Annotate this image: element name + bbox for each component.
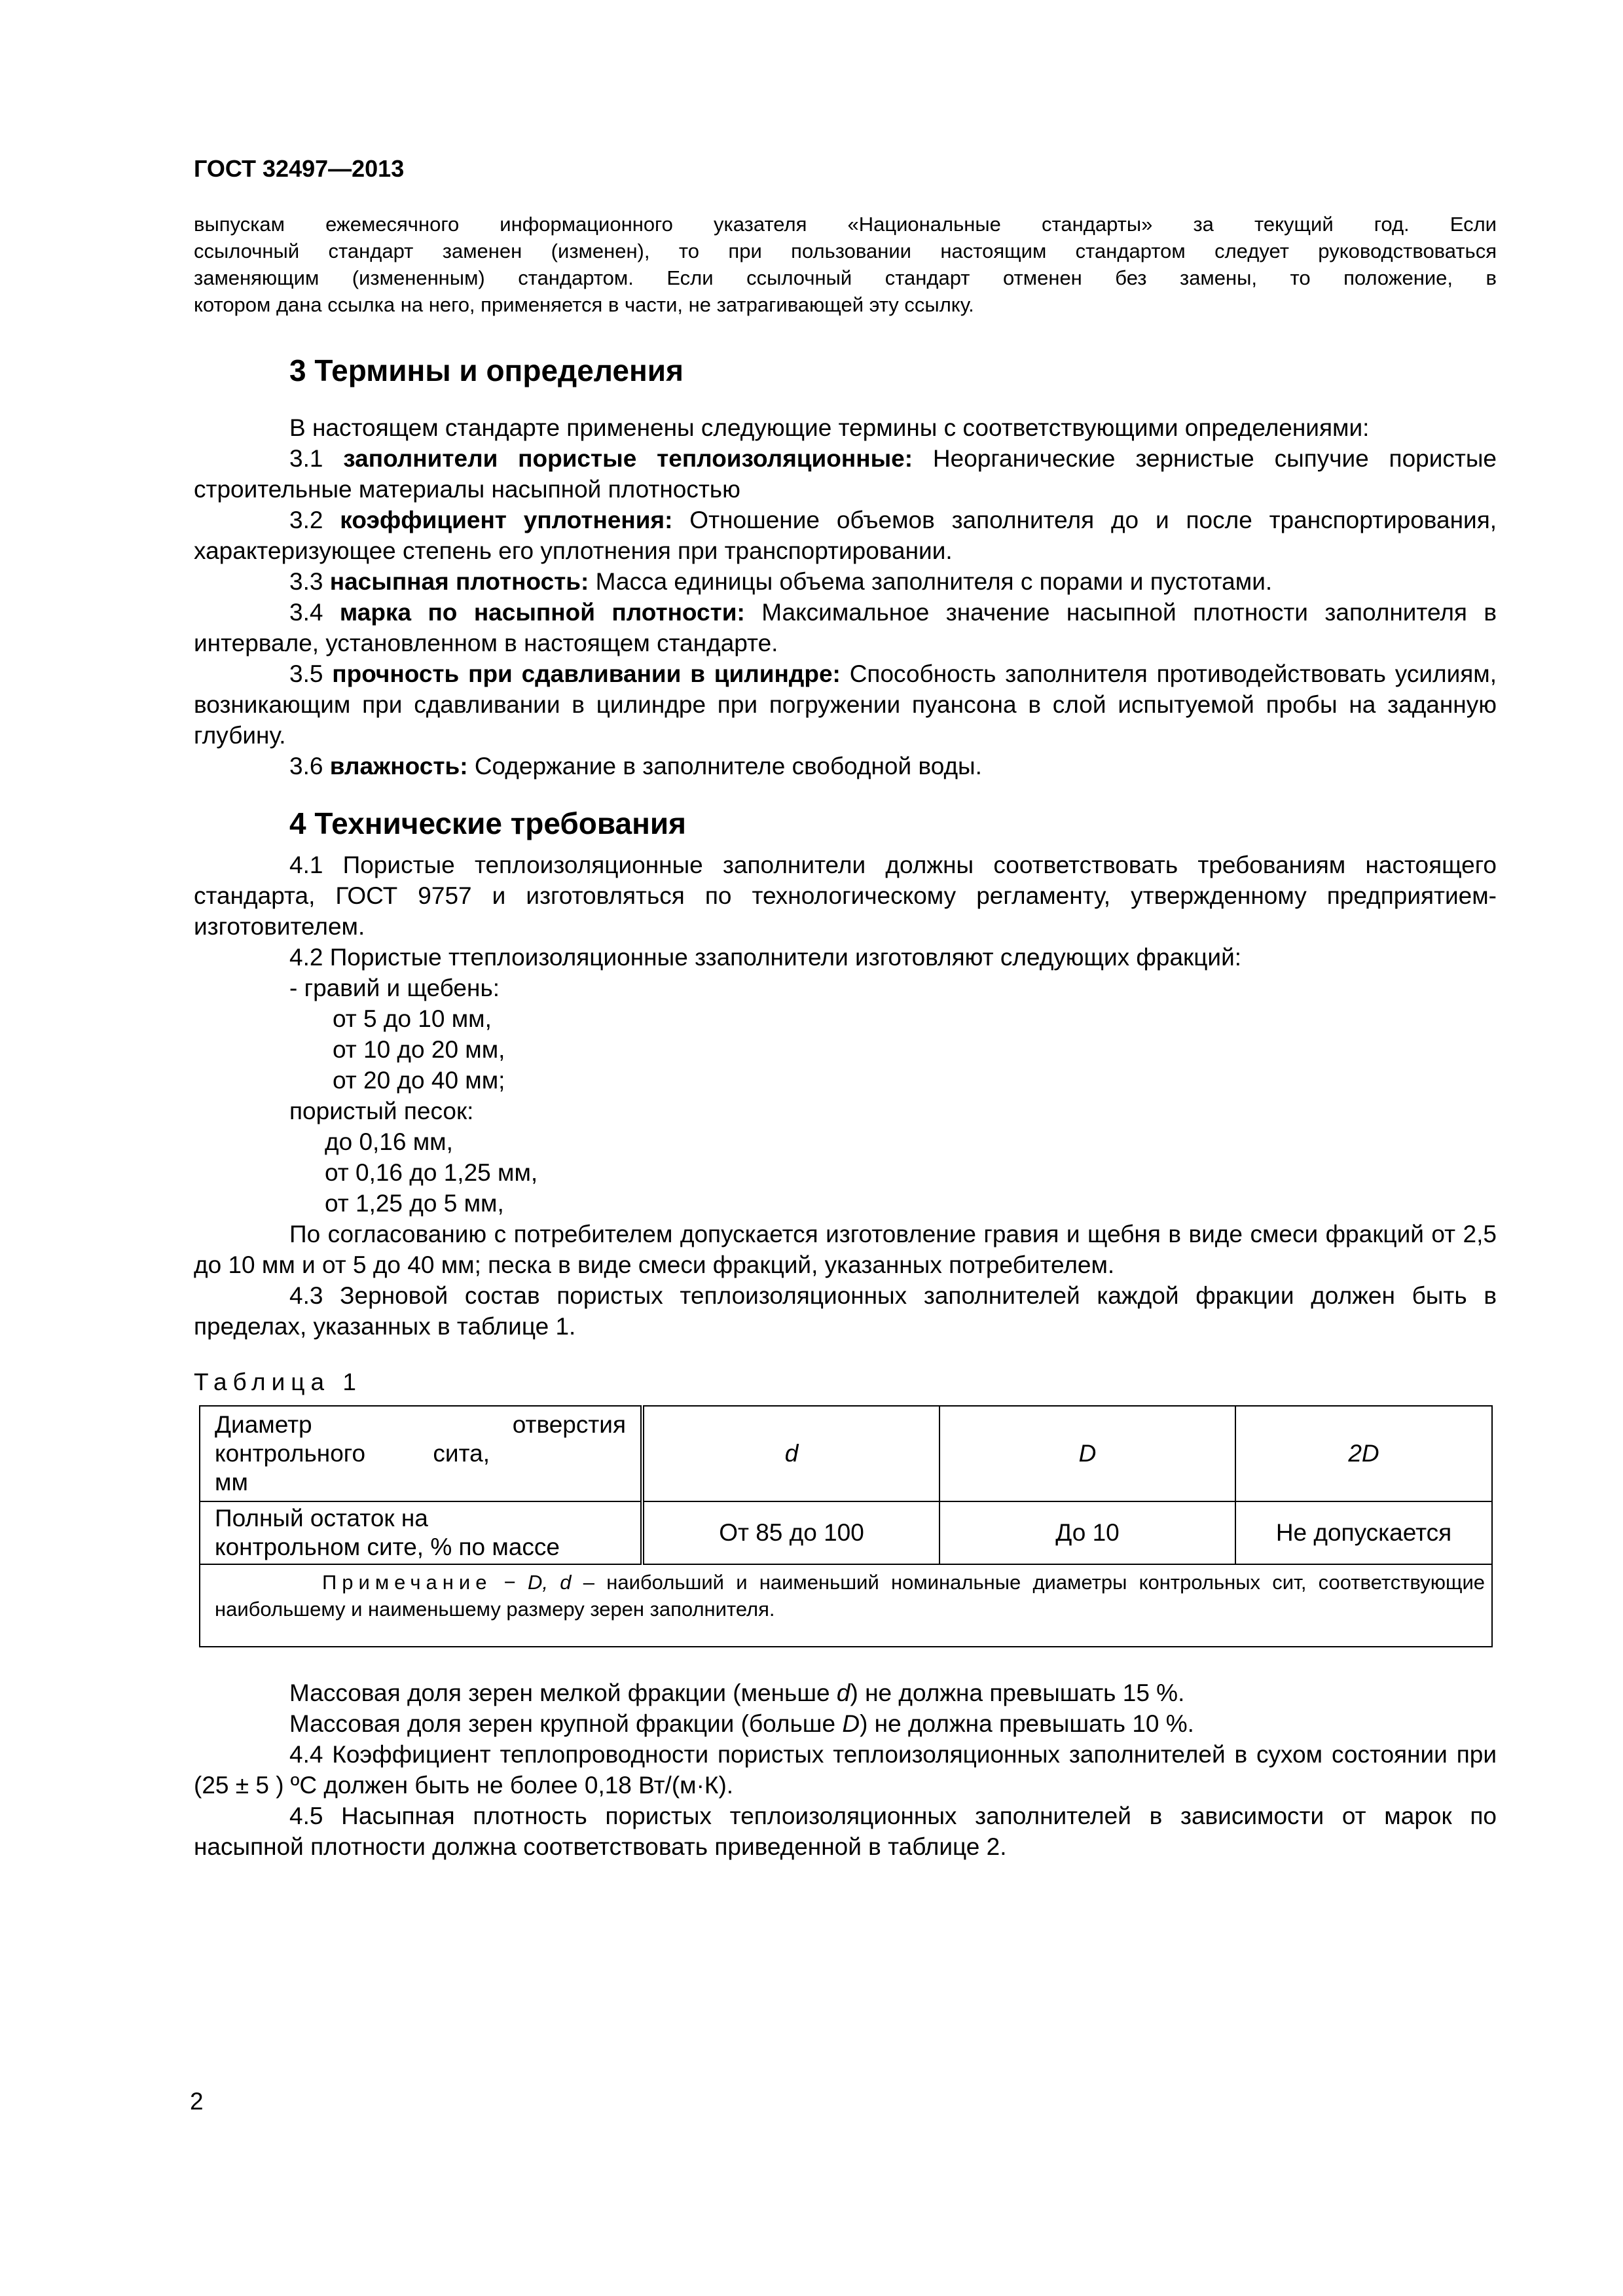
mass-coarse-paragraph: Массовая доля зерен крупной фракции (больше D) не должна превышать 10 %. [289, 1710, 1194, 1737]
term-3-6: 3.6 влажность: Содержание в заполнителе свободной воды. [289, 753, 982, 780]
intro-paragraph [194, 211, 1497, 318]
paragraph-4-4: 4.4 Коэффициент теплопроводности пористых теплоизоляционных заполнителей в сухом состоянии при (25 ± 5 ) ºС должен быть не более 0,18 Вт/(м·К). [194, 1741, 1497, 1799]
section-4-heading: 4 Технические требования [289, 806, 686, 840]
table-header-cell: 2D [1235, 1406, 1492, 1501]
document-page [194, 154, 1497, 1862]
section-3-intro: В настоящем стандарте применены следующие термины с соответствующими определениями: [289, 414, 1370, 441]
term-3-4: 3.4 марка по насыпной плотности: Максимальное значение насыпной плотности заполнителя в интервале, установленном в настоящем стандарте. [194, 599, 1497, 656]
table-row [200, 1501, 1492, 1564]
table-header-cell: d [642, 1406, 939, 1501]
table-1-caption: Таблица 1 [194, 1369, 362, 1395]
table-row [200, 1406, 1492, 1501]
fraction-item: до 0,16 мм, [325, 1128, 453, 1155]
intro-line: котором дана ссылка на него, применяется в части, не затрагивающей эту ссылку. [194, 293, 974, 316]
mixture-paragraph: По согласованию с потребителем допускается изготовление гравия и щебня в виде смеси фракций от 2,5 до 10 мм и от 5 до 40 мм; песка в виде смеси фракций, указанных потребителем. [194, 1221, 1497, 1278]
document-header: ГОСТ 32497—2013 [194, 155, 405, 182]
paragraph-4-1: 4.1 Пористые теплоизоляционные заполнители должны соответствовать требованиям настоящего стандарта, ГОСТ 9757 и изготовляться по технологическому регламенту, утвержденному предприятием-изготовителем. [194, 852, 1497, 940]
intro-line: заменяющим (измененным) стандартом. Если ссылочный стандарт отменен без замены, то положение, в [194, 266, 1497, 289]
table-cell: От 85 до 100 [642, 1501, 939, 1564]
fraction-item: от 0,16 до 1,25 мм, [325, 1159, 538, 1186]
term-3-1: 3.1 заполнители пористые теплоизоляционные: Неорганические зернистые сыпучие пористые строительные материалы насыпной плотностью [194, 445, 1497, 503]
table-1 [199, 1405, 1493, 1647]
fraction-item: от 1,25 до 5 мм, [325, 1190, 504, 1217]
table-header-cell: D [939, 1406, 1235, 1501]
table-header-cell: Диаметр отверстия контрольного сита, мм [200, 1406, 642, 1501]
paragraph-4-3: 4.3 Зерновой состав пористых теплоизоляционных заполнителей каждой фракции должен быть в пределах, указанных в таблице 1. [194, 1282, 1497, 1340]
mass-fine-paragraph: Массовая доля зерен мелкой фракции (меньше d) не должна превышать 15 %. [289, 1679, 1185, 1706]
section-3-heading: 3 Термины и определения [289, 353, 684, 387]
fraction-item: от 20 до 40 мм; [333, 1067, 505, 1094]
table-cell: Не допускается [1235, 1501, 1492, 1564]
table-cell: Полный остаток на контрольном сите, % по массе [200, 1501, 642, 1564]
sand-label: пористый песок: [289, 1098, 474, 1124]
page-number: 2 [190, 2088, 204, 2115]
table-note-row [200, 1564, 1492, 1647]
fraction-item: от 10 до 20 мм, [333, 1036, 505, 1063]
intro-line: ссылочный стандарт заменен (изменен), то при пользовании настоящим стандартом следует руководствоваться [194, 240, 1497, 262]
intro-line: выпускам ежемесячного информационного указателя «Национальные стандарты» за текущий год. Если [194, 213, 1497, 236]
term-3-3: 3.3 насыпная плотность: Масса единицы объема заполнителя с порами и пустотами. [289, 568, 1273, 595]
term-3-5: 3.5 прочность при сдавливании в цилиндре: Способность заполнителя противодействовать усилиям, возникающим при сдавливании в цилиндре при погружении пуансона в слой испытуемой пробы на заданную глубину. [194, 660, 1497, 749]
paragraph-4-2: 4.2 Пористые ттеплоизоляционные ззаполнители изготовляют следующих фракций: [289, 944, 1242, 971]
gravel-label: - гравий и щебень: [289, 975, 500, 1001]
fraction-item: от 5 до 10 мм, [333, 1005, 492, 1032]
table-cell: До 10 [939, 1501, 1235, 1564]
table-note: Примечание − D, d – наибольший и наименьший номинальные диаметры контрольных сит, соответствующие наибольшему и наименьшему размеру зерен заполнителя. [200, 1564, 1492, 1647]
term-3-2: 3.2 коэффициент уплотнения: Отношение объемов заполнителя до и после транспортирования, характеризующее степень его уплотнения при транспортировании. [194, 507, 1497, 564]
paragraph-4-5: 4.5 Насыпная плотность пористых теплоизоляционных заполнителей в зависимости от марок по насыпной плотности должна соответствовать приведенной в таблице 2. [194, 1803, 1497, 1860]
